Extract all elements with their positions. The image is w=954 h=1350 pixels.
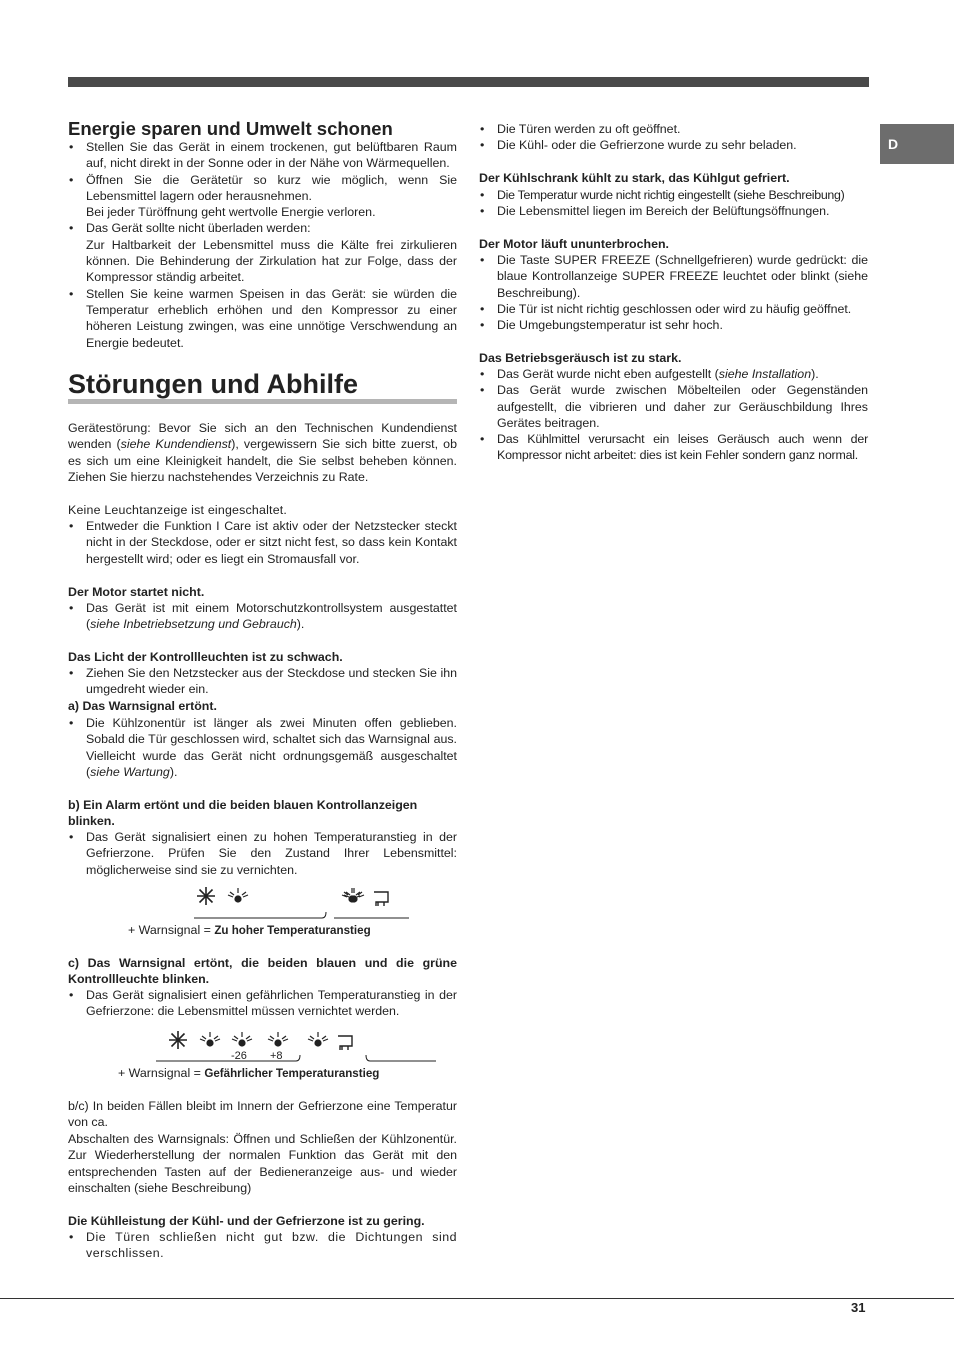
warning-a-list — [68, 715, 457, 780]
list-item: • Stellen Sie keine warmen Speisen in das Gerät: sie würden die Temperatur erheblich erhöhen und den Kompressor zu einer höheren Leistung zwingen, was eine unnötige Verschwendung an Energie bedeutet. — [68, 286, 457, 351]
motor-start-list — [68, 600, 457, 633]
list-item: • Das Gerät sollte nicht überladen werden: — [68, 220, 457, 236]
list-item: • Ziehen Sie den Netzstecker aus der Steckdose und stecken Sie ihn umgedreht wieder ein. — [68, 665, 457, 698]
alarm-off-paragraph: Abschalten des Warnsignals: Öffnen und Schließen der Kühlzonentür. Zur Wiederherstellung der normalen Funktion das Gerät mit den entsprechenden Tasten auf der Bedieneranzeige aus- und wieder einschalten (siehe Beschreibung) — [68, 1132, 457, 1195]
list-item-continuation: Bei jeder Türöffnung geht wertvolle Energie verloren. — [86, 205, 376, 220]
caption-b: + Warnsignal = Zu hoher Temperaturanstieg — [128, 923, 371, 937]
blinking-led-icon — [200, 1032, 220, 1046]
list-item: • Das Gerät signalisiert einen zu hohen Temperaturanstieg in der Gefrierzone. Prüfen Sie den Zustand Ihrer Lebensmittel: möglicherweise sind sie zu vernichten. — [68, 829, 457, 878]
intro-paragraph: Gerätestörung: Bevor Sie sich an den Technischen Kundendienst wenden (siehe Kundendienst), vergewissern Sie sich bitte zuerst, ob es sich um eine Kleinigkeit handelt, die Sie selbst beheben können. Ziehen Sie hierzu nachstehendes Verzeichnis zu Rate. — [68, 421, 457, 484]
freezing-list — [479, 187, 868, 220]
page-number: 31 — [851, 1300, 866, 1315]
blinking-led-icon — [268, 1032, 288, 1046]
list-item: • Das Gerät wurde zwischen Möbelteilen oder Gegenständen aufgestellt, die vibrieren und daher zur Geräuschbildung Ihres Gerätes beitragen. — [479, 382, 868, 431]
footer-rule — [0, 1298, 954, 1299]
noise-heading: Das Betriebsgeräusch ist zu stark. — [479, 351, 682, 365]
caption-c: + Warnsignal = Gefährlicher Temperaturanstieg — [118, 1066, 380, 1080]
page-title: Störungen und Abhilfe — [68, 369, 358, 399]
list-item: • Die Tür ist nicht richtig geschlossen oder wird zu häufig geöffnet. — [479, 301, 868, 317]
cooling-heading: Die Kühlleistung der Kühl- und der Gefrierzone ist zu gering. — [68, 1214, 425, 1228]
language-tab: D — [880, 124, 954, 164]
list-item: • Die Kühl- oder die Gefrierzone wurde zu sehr beladen. — [479, 137, 868, 153]
list-item: • Öffnen Sie die Gerätetür so kurz wie möglich, wenn Sie Lebensmittel lagern oder herausnehmen. — [68, 172, 457, 205]
no-indicator-heading: Keine Leuchtanzeige ist eingeschaltet. — [68, 503, 288, 517]
warning-b-list — [68, 829, 457, 878]
alarm-icon — [374, 892, 388, 906]
list-item: • Die Türen schließen nicht gut bzw. die Dichtungen sind verschlissen. — [68, 1229, 457, 1262]
list-item: • Die Lebensmittel liegen im Bereich der Belüftungsöffnungen. — [479, 203, 868, 219]
list-item-continuation: Zur Haltbarkeit der Lebensmittel muss die Kälte frei zirkulieren können. Die Behinderung der Zirkulation hat zur Folge, dass der Kompressor ständig arbeitet. — [86, 237, 457, 285]
temperature-label: +8 — [270, 1050, 283, 1062]
list-item: • Das Gerät signalisiert einen gefährlichen Temperaturanstieg in der Gefrierzone: die Lebensmittel müssen vernichtet werden. — [68, 987, 457, 1020]
freezing-heading: Der Kühlschrank kühlt zu stark, das Kühlgut gefriert. — [479, 171, 790, 185]
list-item: • Die Temperatur wurde nicht richtig eingestellt (siehe Beschreibung) — [479, 187, 868, 203]
cooling-list-right — [479, 121, 868, 154]
list-item: • Die Türen werden zu oft geöffnet. — [479, 121, 868, 137]
header-bar — [68, 77, 869, 87]
bc-paragraph: b/c) In beiden Fällen bleibt im Innern der Gefrierzone eine Temperatur von ca. — [68, 1099, 457, 1130]
alarm-icon — [338, 1036, 352, 1050]
noise-list — [479, 366, 868, 464]
temperature-label: -26 — [231, 1050, 247, 1062]
blinking-led-icon — [344, 888, 364, 902]
indicator-row-c — [156, 1024, 461, 1064]
no-indicator-list — [68, 518, 457, 567]
motor-running-heading: Der Motor läuft ununterbrochen. — [479, 237, 669, 251]
list-item: • Das Gerät ist mit einem Motorschutzkontrollsystem ausgestattet (siehe Inbetriebsetzung und Gebrauch). — [68, 600, 457, 633]
blinking-led-icon — [228, 888, 248, 902]
blinking-led-icon — [308, 1032, 328, 1046]
warning-b-heading: b) Ein Alarm ertönt und die beiden blauen Kontrollanzeigen blinken. — [68, 798, 418, 829]
motor-start-heading: Der Motor startet nicht. — [68, 585, 205, 599]
title-rule — [68, 399, 457, 404]
snowflake-icon — [197, 887, 215, 905]
motor-running-list — [479, 252, 868, 333]
list-item: • Entweder die Funktion I Care ist aktiv oder der Netzstecker steckt nicht in der Steckdose, oder er sitzt nicht fest, so dass kein Kontakt hergestellt wird; oder es liegt ein Stromausfall vor. — [68, 518, 457, 567]
warning-c-heading: c) Das Warnsignal ertönt, die beiden blauen und die grüne Kontrollleuchte blinken. — [68, 956, 457, 987]
warning-a-heading: a) Das Warnsignal ertönt. — [68, 699, 217, 713]
list-item: • Die Umgebungstemperatur ist sehr hoch. — [479, 317, 868, 333]
list-item: • Die Kühlzonentür ist länger als zwei Minuten offen geblieben. Sobald die Tür geschlossen wird, schaltet sich das Warnsignal aus. Vielleicht wurde das Gerät nicht ordnungsgemäß ausgeschaltet (siehe Wartung). — [68, 715, 457, 780]
indicator-row-b-right — [268, 882, 413, 922]
list-item: • Stellen Sie das Gerät in einem trockenen, gut belüftbaren Raum auf, nicht direkt in der Sonne oder in der Nähe von Wärmequellen. — [68, 139, 457, 172]
list-item: • Die Taste SUPER FREEZE (Schnellgefrieren) wurde gedrückt: die blaue Kontrollanzeige SUPER FREEZE leuchtet oder blinkt (siehe Beschreibung). — [479, 252, 868, 301]
snowflake-icon — [169, 1031, 187, 1049]
list-item: • Das Kühlmittel verursacht ein leises Geräusch auch wenn der Kompressor nicht arbeitet: dies ist kein Fehler sondern ganz normal. — [479, 431, 868, 464]
light-weak-list — [68, 665, 457, 698]
energy-heading: Energie sparen und Umwelt schonen — [68, 118, 393, 139]
cooling-list-left — [68, 1229, 457, 1262]
warning-c-list — [68, 987, 457, 1020]
energy-list — [68, 139, 457, 351]
list-item: • Das Gerät wurde nicht eben aufgestellt (siehe Installation). — [479, 366, 868, 382]
light-weak-heading: Das Licht der Kontrollleuchten ist zu schwach. — [68, 650, 343, 664]
blinking-led-icon — [232, 1032, 252, 1046]
